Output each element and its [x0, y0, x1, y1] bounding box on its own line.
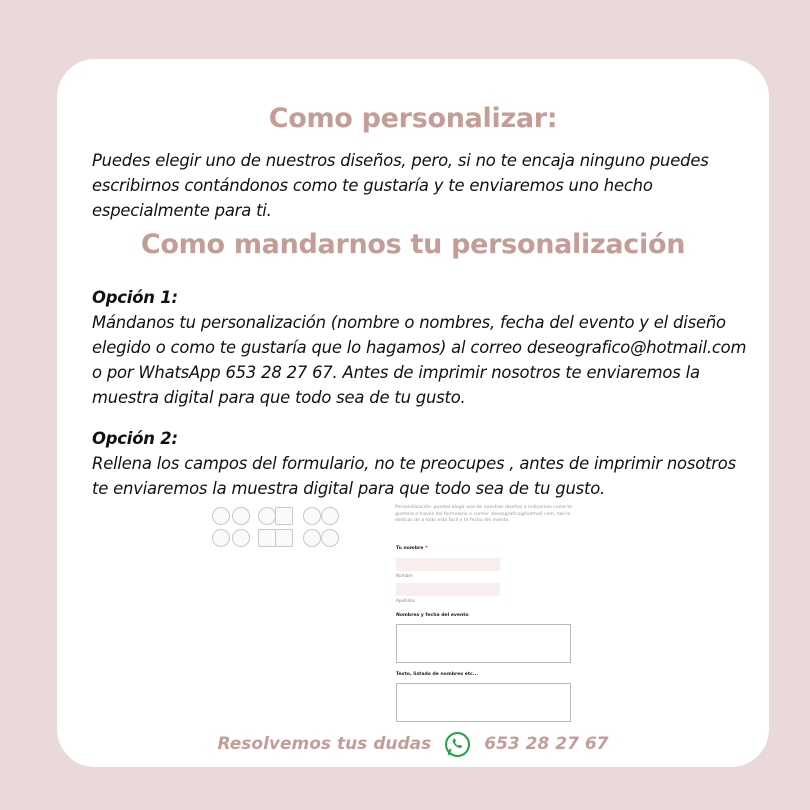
design-thumb	[275, 507, 293, 525]
required-mark: *	[425, 546, 428, 551]
text-label: Texto, listado de nombres etc...	[396, 672, 479, 677]
option-2-label: Opción 2:	[92, 429, 178, 448]
event-label: Nombres y fecha del evento	[396, 613, 469, 618]
name-label	[396, 546, 427, 551]
option-2-block	[92, 426, 752, 501]
title-customize: Como personalizar:	[268, 103, 558, 134]
design-thumb	[321, 529, 339, 547]
design-thumbnails	[207, 505, 337, 551]
design-thumb	[258, 507, 276, 525]
footer-phone[interactable]: 653 28 27 67	[484, 734, 609, 754]
design-thumb	[258, 529, 276, 547]
design-thumb	[232, 507, 250, 525]
title-send: Como mandarnos tu personalización	[140, 229, 686, 260]
option-1-text: Mándanos tu personalización (nombre o nombres, fecha del evento y el diseño elegido o como te gustaría que lo hagamos) al correo deseografico@hotmail.com o por WhatsApp 653 28 27 67. Antes de imprimir nosotros te enviaremos la muestra digital para que todo sea de tu gusto.	[92, 313, 747, 407]
footer-text: Resolvemos tus dudas	[217, 734, 432, 754]
footer-contact	[57, 729, 769, 759]
option-1-block	[92, 285, 752, 410]
order-form-preview	[395, 505, 575, 725]
last-name-sublabel: Apellidos	[396, 598, 415, 603]
form-intro: Personalización: puedes elegir uno de nuestros diseños o indicarnos como te gustaría a través del formulario o correo: deseografico@hotmail.com, nos lo dedicas de a todo esto facil y te fecha del evento.	[395, 505, 572, 523]
first-name-field[interactable]	[396, 558, 500, 571]
text-textarea[interactable]	[396, 683, 571, 722]
last-name-field[interactable]	[396, 583, 500, 596]
option-2-text: Rellena los campos del formulario, no te preocupes , antes de imprimir nosotros te enviaremos la muestra digital para que todo sea de tu gusto.	[92, 454, 736, 498]
design-thumb	[275, 529, 293, 547]
design-thumb	[232, 529, 250, 547]
name-label-text: Tu nombre	[396, 546, 424, 551]
design-thumb	[303, 507, 321, 525]
info-card	[57, 59, 769, 767]
design-thumb	[212, 507, 230, 525]
option-1-label: Opción 1:	[92, 288, 178, 307]
event-textarea[interactable]	[396, 624, 571, 663]
design-thumb	[212, 529, 230, 547]
design-thumb	[303, 529, 321, 547]
first-name-sublabel: Nombre	[396, 573, 413, 578]
intro-paragraph: Puedes elegir uno de nuestros diseños, pero, si no te encaja ninguno puedes escribirnos contándonos como te gustaría y te enviaremos uno hecho especialmente para ti.	[92, 151, 709, 220]
design-thumb	[321, 507, 339, 525]
whatsapp-icon[interactable]	[444, 731, 471, 758]
